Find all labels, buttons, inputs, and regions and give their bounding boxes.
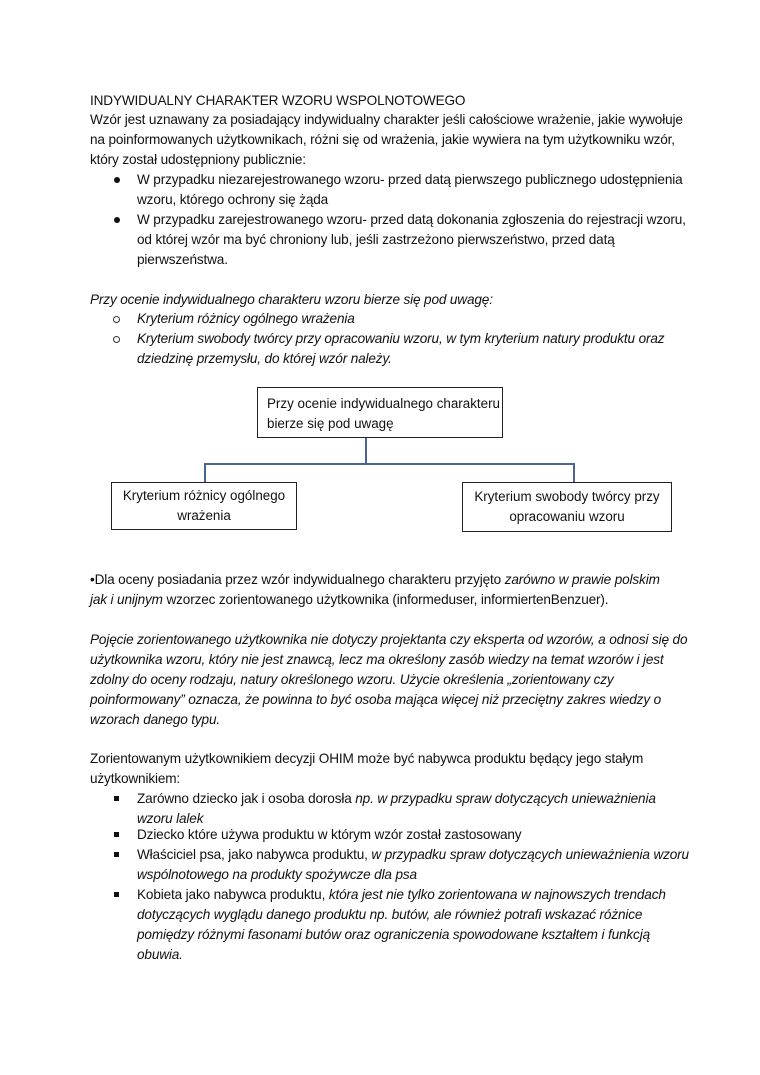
diagram-left-text: Kryterium różnicy ogólnego — [122, 488, 286, 503]
list-item: Kryterium swobody twórcy przy opracowaniu wzoru, w tym kryterium natury produktu oraz — [137, 331, 665, 346]
list-item: obuwia. — [137, 947, 183, 962]
intro-line: Wzór jest uznawany za posiadający indywidualny charakter jeśli całościowe wrażenie, jakie wywołuje — [90, 112, 683, 127]
bullet-square-icon — [114, 832, 119, 837]
diagram-right-box — [462, 482, 672, 532]
bullet-dot-icon — [114, 177, 120, 183]
list-item: wzoru lalek — [137, 811, 204, 826]
ohim-line: użytkownikiem: — [90, 771, 181, 786]
diagram-right-text: Kryterium swobody twórcy przy — [474, 489, 660, 504]
connector-line — [204, 463, 206, 482]
list-item: W przypadku zarejestrowanego wzoru- przed datą dokonania zgłoszenia do rejestracji wzoru, — [137, 212, 686, 227]
list-item-emphasis: która jest nie tylko zorientowana w najnowszych trendach — [328, 887, 666, 902]
bullet-square-icon — [114, 852, 119, 857]
connector-line — [365, 438, 367, 463]
list-item: Kryterium różnicy ogólnego wrażenia — [137, 311, 355, 326]
ohim-line: Zorientowanym użytkownikiem decyzji OHIM może być nabywca produktu będący jego stałym — [90, 751, 644, 766]
concept-line: poinformowany” oznacza, że powinna to być osoba mająca więcej niż przeciętny zakres wiedzy o — [90, 692, 662, 707]
concept-line: użytkownika wzoru, który nie jest znawcą, lecz ma określony zasób wiedzy na temat wzorów i jest — [90, 652, 664, 667]
bullet-square-icon — [114, 796, 119, 801]
paragraph-emphasis: zarówno w prawie polskim — [504, 572, 660, 587]
bullet-circle-icon — [113, 336, 120, 343]
criteria-heading: Przy ocenie indywidualnego charakteru wzoru bierze się pod uwagę: — [90, 292, 493, 307]
list-item — [137, 885, 666, 905]
list-item-text: Kobieta jako nabywca produktu, — [137, 887, 329, 902]
concept-line: Pojęcie zorientowanego użytkownika nie dotyczy projektanta czy eksperta od wzorów, a odnosi się do — [90, 632, 688, 647]
list-item — [137, 789, 656, 809]
diagram-right-text: opracowaniu wzoru — [509, 509, 625, 524]
list-item-text: Właściciel psa, jako nabywca produktu, — [137, 847, 372, 862]
paragraph-emphasis: jak i unijnym — [90, 592, 163, 607]
list-item-emphasis: np. w przypadku spraw dotyczących unieważnienia — [355, 791, 656, 806]
diagram-left-box — [111, 482, 297, 530]
paragraph-text: wzorzec zorientowanego użytkownika (informeduser, informiertenBenzuer). — [162, 592, 609, 607]
list-item: pomiędzy różnymi fasonami butów oraz ograniczenia spowodowane kształtem i funkcją — [137, 927, 650, 942]
bullet-circle-icon — [113, 316, 120, 323]
diagram-left-text: wrażenia — [177, 508, 231, 523]
bullet-dot-icon — [114, 217, 120, 223]
list-item — [137, 845, 689, 865]
list-item: W przypadku niezarejestrowanego wzoru- przed datą pierwszego publicznego udostępnienia — [137, 172, 683, 187]
diagram-root-text: bierze się pod uwagę — [267, 416, 394, 431]
list-item: dziedzinę przemysłu, do której wzór należy. — [137, 351, 392, 366]
model-paragraph-line — [90, 590, 608, 610]
list-item: od której wzór ma być chroniony lub, jeśli zastrzeżono pierwszeństwo, przed datą — [137, 232, 615, 247]
connector-line — [204, 463, 574, 465]
list-item: Dziecko które używa produktu w którym wzór został zastosowany — [137, 827, 522, 842]
list-item: dotyczących wyglądu danego produktu np. butów, ale również potrafi wskazać różnice — [137, 907, 643, 922]
intro-line: na poinformowanych użytkownikach, różni się od wrażenia, jakie wywiera na tym użytkowniku wzór, — [90, 132, 675, 147]
list-item: wzoru, którego ochrony się żąda — [137, 192, 329, 207]
concept-line: zdolny do oceny rodzaju, natury określonego wzoru. Użycie określenia „zorientowany czy — [90, 672, 614, 687]
bullet-square-icon — [114, 892, 119, 897]
diagram-root-text: Przy ocenie indywidualnego charakteru — [267, 396, 500, 411]
model-paragraph-line — [90, 570, 660, 590]
connector-line — [573, 463, 575, 482]
document-title: INDYWIDUALNY CHARAKTER WZORU WSPOLNOTOWEGO — [90, 93, 466, 108]
list-item-emphasis: w przypadku spraw dotyczących unieważnienia wzoru — [371, 847, 689, 862]
diagram-root-box — [257, 387, 503, 438]
list-item: wspólnotowego na produkty spożywcze dla psa — [137, 867, 417, 882]
list-item: pierwszeństwa. — [137, 252, 228, 267]
paragraph-text: •Dla oceny posiadania przez wzór indywidualnego charakteru przyjęto — [90, 572, 505, 587]
list-item-text: Zarówno dziecko jak i osoba dorosła — [137, 791, 356, 806]
intro-line: który został udostępniony publicznie: — [90, 152, 306, 167]
concept-line: wzorach danego typu. — [90, 712, 221, 727]
